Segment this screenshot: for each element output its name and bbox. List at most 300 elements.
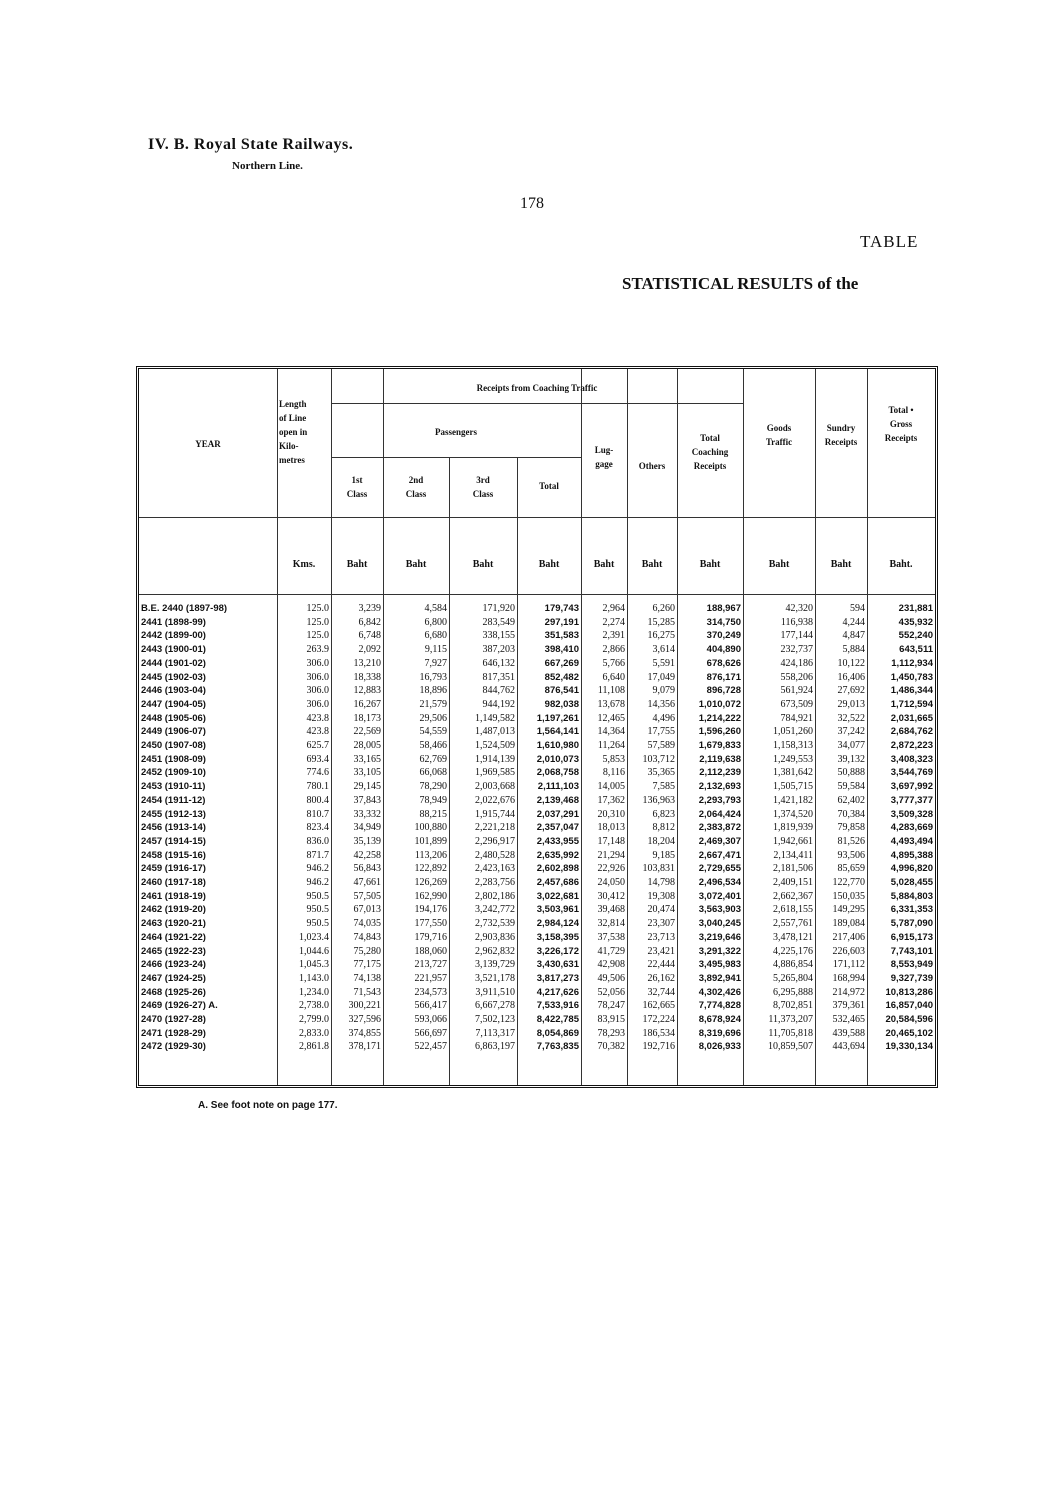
col-second-class: 2nd Class [405, 475, 427, 499]
table-cell: 17,362 [597, 794, 625, 806]
table-cell: 93,506 [837, 849, 865, 861]
table-cell: B.E. 2440 (1897-98) [141, 603, 228, 614]
table-cell: 2,283,756 [475, 877, 515, 888]
table-cell: 23,421 [647, 945, 675, 957]
table-cell: 5,265,804 [773, 972, 813, 984]
table-cell: 263.9 [306, 644, 329, 656]
table-cell: 2,391 [602, 630, 625, 642]
table-cell: 14,356 [647, 698, 675, 710]
table-cell: 17,049 [647, 671, 675, 683]
col-luggage: Lug- gage [594, 445, 614, 469]
table-cell: 88,215 [419, 808, 447, 820]
table-cell: 871.7 [306, 849, 329, 861]
page-number: 178 [520, 195, 544, 212]
table-cell: 423.8 [306, 712, 329, 724]
table-cell: 3,408,323 [890, 753, 933, 765]
table-cell: 7,743,101 [890, 945, 933, 957]
table-cell: 1,374,520 [773, 808, 813, 820]
table-cell: 2445 (1902-03) [141, 671, 206, 683]
col-length: Length of Line open in Kilo- metres [279, 399, 308, 465]
table-cell: 2442 (1899-00) [141, 630, 206, 642]
table-cell: 2,469,307 [698, 835, 741, 847]
table-cell: 625.7 [306, 740, 329, 751]
table-cell: 188,060 [414, 945, 447, 957]
table-cell: 2446 (1903-04) [141, 685, 206, 697]
table-cell: 1,143.0 [299, 972, 329, 984]
table-cell: 1,596,260 [698, 726, 741, 738]
unit-baht: Baht [593, 559, 615, 570]
table-cell: 2,064,424 [698, 808, 741, 820]
table-cell: 327,596 [348, 1014, 381, 1025]
col-sundry: Sundry Receipts [824, 423, 858, 447]
table-cell: 100,880 [414, 822, 447, 834]
table-cell: 101,899 [414, 835, 447, 847]
table-cell: 231,881 [898, 603, 933, 614]
table-cell: 2,221,218 [475, 822, 515, 834]
table-cell: 306.0 [306, 685, 329, 697]
table-cell: 11,373,207 [768, 1014, 813, 1025]
table-cell: 2452 (1909-10) [141, 767, 206, 779]
table-cell: 982,038 [544, 698, 579, 710]
table-cell: 1,045.3 [299, 959, 329, 971]
table-cell: 59,584 [837, 781, 865, 793]
table-cell: 817,351 [482, 671, 515, 683]
table-cell: 3,226,172 [536, 945, 579, 957]
table-cell: 75,280 [353, 945, 381, 957]
table-cell: 314,750 [706, 616, 741, 628]
table-cell: 6,748 [358, 630, 381, 642]
table-cell: 2,729,655 [698, 863, 741, 875]
table-cell: 32,522 [837, 712, 865, 724]
table-row [139, 986, 935, 1000]
table-cell: 338,155 [482, 630, 515, 642]
table-cell: 1,819,939 [773, 822, 813, 834]
table-cell: 77,175 [353, 959, 381, 971]
table-cell: 2,496,534 [698, 877, 741, 888]
table-cell: 2466 (1923-24) [141, 959, 206, 971]
table-cell: 3,239 [358, 603, 381, 614]
table-cell: 306.0 [306, 657, 329, 669]
table-cell: 370,249 [706, 630, 741, 642]
table-cell: 7,585 [652, 781, 675, 793]
table-cell: 1,712,594 [890, 698, 933, 710]
table-cell: 2456 (1913-14) [141, 822, 206, 834]
table-cell: 1,112,934 [891, 657, 933, 669]
table-cell: 3,430,631 [536, 959, 579, 971]
table-cell: 2,423,163 [475, 863, 515, 875]
table-cell: 29,145 [353, 781, 381, 793]
table-cell: 1,486,344 [890, 685, 933, 697]
table-cell: 9,185 [652, 849, 675, 861]
table-cell: 14,798 [647, 877, 675, 888]
table-cell: 125.0 [306, 603, 329, 614]
table-cell: 10,859,507 [768, 1041, 813, 1053]
table-heading: TABLE [860, 232, 919, 251]
table-cell: 20,474 [647, 904, 675, 916]
table-cell: 2,037,291 [536, 808, 579, 820]
table-cell: 2,296,917 [475, 835, 515, 847]
table-cell: 5,591 [652, 657, 675, 669]
table-cell: 7,502,123 [475, 1014, 515, 1025]
table-cell: 2,964 [602, 603, 625, 614]
table-row [139, 1013, 935, 1027]
table-cell: 213,727 [414, 959, 447, 971]
table-cell: 11,705,818 [768, 1027, 813, 1039]
table-cell: 2459 (1916-17) [141, 863, 206, 875]
table-cell: 950.5 [306, 904, 329, 916]
unit-baht: Baht [538, 559, 560, 570]
table-cell: 177,550 [414, 918, 447, 930]
table-cell: 54,559 [419, 726, 447, 738]
unit-kms: Kms. [292, 559, 316, 570]
table-cell: 85,659 [837, 863, 865, 875]
table-row [139, 766, 935, 780]
table-row [139, 616, 935, 630]
table-cell: 37,843 [353, 794, 381, 806]
table-cell: 189,084 [832, 918, 865, 930]
table-row [139, 917, 935, 931]
table-cell: 646,132 [482, 657, 515, 669]
table-cell: 2,134,411 [773, 849, 813, 861]
table-cell: 35,139 [353, 835, 381, 847]
table-cell: 2471 (1928-29) [141, 1027, 206, 1039]
table-cell: 29,506 [419, 712, 447, 724]
table-cell: 103,831 [642, 863, 675, 875]
table-cell: 1,249,553 [773, 753, 813, 765]
col-gross: Total • Gross Receipts [884, 405, 918, 443]
table-cell: 4,895,388 [890, 849, 933, 861]
table-cell: 62,402 [837, 794, 865, 806]
table-cell: 116,938 [780, 616, 813, 628]
table-cell: 28,005 [353, 740, 381, 751]
table-cell: 2467 (1924-25) [141, 972, 206, 984]
table-row [139, 1027, 935, 1041]
table-cell: 49,506 [597, 972, 625, 984]
table-cell: 2,903,836 [475, 931, 515, 943]
table-cell: 673,509 [780, 698, 813, 710]
table-cell: 693.4 [306, 753, 329, 765]
table-cell: 398,410 [544, 644, 579, 656]
table-cell: 2,111,103 [537, 781, 579, 793]
table-cell: 29,013 [837, 698, 865, 710]
table-cell: 3,139,729 [475, 959, 515, 971]
table-cell: 2,139,468 [536, 794, 579, 806]
table-cell: 2469 (1926-27) A. [141, 1000, 218, 1012]
table-row [139, 794, 935, 808]
table-cell: 22,444 [647, 959, 675, 971]
table-row [139, 739, 935, 753]
table-cell: 149,295 [832, 904, 865, 916]
table-cell: 83,915 [597, 1014, 625, 1025]
table-cell: 4,225,176 [773, 945, 813, 957]
table-cell: 27,692 [837, 685, 865, 697]
table-cell: 136,963 [642, 794, 675, 806]
table-cell: 19,330,134 [885, 1041, 933, 1053]
table-cell: 1,158,313 [773, 740, 813, 751]
table-cell: 2461 (1918-19) [141, 890, 206, 902]
table-cell: 74,843 [353, 931, 381, 943]
table-cell: 179,716 [414, 931, 447, 943]
table-cell: 12,883 [353, 685, 381, 697]
table-cell: 2453 (1910-11) [141, 781, 206, 793]
table-cell: 4,996,820 [890, 863, 933, 875]
table-cell: 532,465 [832, 1014, 865, 1025]
table-cell: 2458 (1915-16) [141, 849, 206, 861]
table-cell: 125.0 [306, 616, 329, 628]
table-row [139, 753, 935, 767]
table-cell: 1,149,582 [475, 712, 515, 724]
table-cell: 66,068 [419, 767, 447, 779]
table-row [139, 602, 935, 616]
table-cell: 3,614 [652, 644, 675, 656]
table-cell: 1,044.6 [299, 945, 329, 957]
table-cell: 1,679,833 [698, 740, 741, 751]
table-row [139, 862, 935, 876]
table-cell: 3,040,245 [698, 918, 741, 930]
table-cell: 300,221 [348, 1000, 381, 1012]
table-cell: 2,181,506 [773, 863, 813, 875]
table-cell: 74,138 [353, 972, 381, 984]
table-cell: 2465 (1922-23) [141, 945, 206, 957]
table-cell: 2,068,758 [536, 767, 579, 779]
table-cell: 2,732,539 [475, 918, 515, 930]
table-cell: 8,812 [652, 822, 675, 834]
table-cell: 643,511 [899, 644, 933, 656]
table-cell: 2,092 [358, 644, 381, 656]
table-cell: 194,176 [414, 904, 447, 916]
table-cell: 946.2 [306, 863, 329, 875]
table-row [139, 890, 935, 904]
table-cell: 23,307 [647, 918, 675, 930]
section-title: IV. B. Royal State Railways. [148, 136, 354, 153]
table-cell: 3,495,983 [698, 959, 741, 971]
table-cell: 4,244 [842, 616, 865, 628]
table-cell: 78,949 [419, 794, 447, 806]
table-cell: 74,035 [353, 918, 381, 930]
table-cell: 6,800 [424, 616, 447, 628]
table-row [139, 821, 935, 835]
table-cell: 1,942,661 [773, 835, 813, 847]
table-cell: 1,197,261 [536, 712, 579, 724]
table-cell: 678,626 [706, 657, 741, 669]
table-cell: 20,465,102 [885, 1027, 933, 1039]
table-row [139, 671, 935, 685]
table-cell: 18,338 [353, 671, 381, 683]
table-row [139, 808, 935, 822]
table-cell: 2449 (1906-07) [141, 726, 206, 738]
table-cell: 6,863,197 [475, 1041, 515, 1053]
table-cell: 2464 (1921-22) [141, 931, 206, 943]
table-cell: 2,383,872 [698, 822, 741, 834]
unit-baht: Baht. [889, 559, 913, 570]
table-cell: 150,035 [832, 890, 865, 902]
table-cell: 566,697 [414, 1027, 447, 1039]
table-cell: 6,260 [652, 603, 675, 614]
table-cell: 1,487,013 [475, 726, 515, 738]
unit-baht: Baht [830, 559, 852, 570]
table-cell: 217,406 [832, 931, 865, 943]
table-cell: 2,861.8 [299, 1041, 329, 1053]
table-cell: 1,214,222 [698, 712, 741, 724]
table-cell: 2,010,073 [536, 753, 579, 765]
table-cell: 17,148 [597, 835, 625, 847]
table-cell: 2,132,693 [698, 781, 741, 793]
table-cell: 6,680 [424, 630, 447, 642]
section-subtitle: Northern Line. [232, 160, 303, 172]
table-cell: 6,640 [602, 671, 625, 683]
table-cell: 3,022,681 [536, 890, 579, 902]
table-cell: 3,563,903 [698, 904, 741, 916]
table-cell: 3,544,769 [890, 767, 933, 779]
table-cell: 3,072,401 [698, 890, 741, 902]
table-cell: 42,320 [785, 603, 813, 614]
table-cell: 50,888 [837, 767, 865, 779]
table-row [139, 931, 935, 945]
table-cell: 2441 (1898-99) [141, 616, 206, 628]
table-cell: 2,602,898 [536, 863, 579, 875]
table-cell: 186,534 [642, 1027, 675, 1039]
table-cell: 2,409,151 [773, 877, 813, 888]
table-cell: 3,509,328 [890, 808, 933, 820]
table-cell: 19,308 [647, 890, 675, 902]
table-cell: 11,264 [597, 740, 625, 751]
table-cell: 79,858 [837, 822, 865, 834]
table-cell: 18,013 [597, 822, 625, 834]
table-cell: 13,210 [353, 657, 381, 669]
table-cell: 162,665 [642, 1000, 675, 1012]
col-receipts-group: Receipts from Coaching Traffic [476, 383, 598, 393]
table-row [139, 643, 935, 657]
table-cell: 1,450,783 [890, 671, 933, 683]
table-cell: 39,468 [597, 904, 625, 916]
table-cell: 1,505,715 [773, 781, 813, 793]
table-cell: 2,802,186 [475, 890, 515, 902]
table-row [139, 945, 935, 959]
table-cell: 2447 (1904-05) [141, 698, 206, 710]
table-cell: 18,204 [647, 835, 675, 847]
table-cell: 946.2 [306, 877, 329, 888]
table-cell: 13,678 [597, 698, 625, 710]
table-cell: 378,171 [348, 1041, 381, 1053]
table-cell: 162,990 [414, 890, 447, 902]
table-cell: 20,584,596 [885, 1014, 933, 1025]
table-cell: 1,234.0 [299, 986, 329, 998]
table-cell: 944,192 [482, 698, 515, 710]
table-cell: 5,884,803 [890, 890, 933, 902]
table-cell: 171,920 [482, 603, 515, 614]
table-cell: 11,108 [597, 685, 625, 697]
table-cell: 32,744 [647, 986, 675, 998]
table-cell: 2,833.0 [299, 1027, 329, 1039]
table-cell: 23,713 [647, 931, 675, 943]
table-cell: 844,762 [482, 685, 515, 697]
table-cell: 374,855 [348, 1027, 381, 1039]
table-cell: 950.5 [306, 918, 329, 930]
table-cell: 823.4 [306, 822, 329, 834]
table-row [139, 780, 935, 794]
table-row [139, 972, 935, 986]
table-cell: 2472 (1929-30) [141, 1041, 206, 1053]
table-cell: 179,743 [544, 603, 579, 614]
table-cell: 9,115 [424, 644, 447, 656]
table-cell: 2,293,793 [698, 794, 741, 806]
table-cell: 8,319,696 [698, 1027, 741, 1039]
table-cell: 1,564,141 [536, 726, 579, 738]
table-cell: 6,915,173 [890, 931, 933, 943]
table-cell: 6,823 [652, 808, 675, 820]
table-cell: 37,538 [597, 931, 625, 943]
table-cell: 16,793 [419, 671, 447, 683]
col-passengers-group: Passengers [435, 427, 477, 437]
table-row [139, 725, 935, 739]
unit-baht: Baht [405, 559, 427, 570]
table-cell: 1,010,072 [698, 698, 741, 710]
table-cell: 5,853 [602, 753, 625, 765]
table-cell: 122,770 [832, 877, 865, 888]
table-cell: 443,694 [832, 1041, 865, 1053]
table-cell: 2,684,762 [890, 726, 933, 738]
table-cell: 297,191 [544, 616, 579, 628]
table-cell: 78,290 [419, 781, 447, 793]
table-cell: 37,242 [837, 726, 865, 738]
table-cell: 404,890 [706, 644, 741, 656]
table-cell: 1,914,139 [475, 753, 515, 765]
table-cell: 8,422,785 [536, 1014, 579, 1025]
table-row [139, 1040, 935, 1054]
table-cell: 3,219,646 [698, 931, 741, 943]
table-cell: 3,697,992 [890, 781, 933, 793]
table-cell: 3,817,273 [536, 972, 579, 984]
table-cell: 1,524,509 [475, 740, 515, 751]
table-cell: 2450 (1907-08) [141, 740, 206, 751]
table-cell: 70,382 [597, 1041, 625, 1053]
table-cell: 3,503,961 [536, 904, 579, 916]
table-cell: 2443 (1900-01) [141, 644, 206, 656]
table-cell: 876,541 [544, 685, 579, 697]
statistics-table [136, 366, 938, 1088]
table-cell: 10,813,286 [885, 986, 933, 998]
table-cell: 800.4 [306, 794, 329, 806]
statistical-heading: STATISTICAL RESULTS of the [622, 274, 859, 293]
table-cell: 232,737 [780, 644, 813, 656]
table-cell: 24,050 [597, 877, 625, 888]
table-row [139, 835, 935, 849]
col-first-class: 1st Class [346, 475, 368, 499]
table-cell: 8,553,949 [890, 959, 933, 971]
col-coaching-total: Total Coaching Receipts [691, 433, 729, 471]
table-cell: 2,618,155 [773, 904, 813, 916]
table-cell: 188,967 [706, 603, 741, 614]
table-cell: 2,866 [602, 644, 625, 656]
table-cell: 3,478,121 [773, 931, 813, 943]
table-cell: 126,269 [414, 877, 447, 888]
table-row [139, 712, 935, 726]
table-cell: 2,357,047 [536, 822, 579, 834]
col-pass-total: Total [539, 481, 559, 491]
table-cell: 1,381,642 [773, 767, 813, 779]
table-cell: 439,588 [832, 1027, 865, 1039]
table-cell: 78,247 [597, 1000, 625, 1012]
table-cell: 2460 (1917-18) [141, 877, 206, 888]
table-cell: 7,533,916 [536, 1000, 579, 1012]
table-cell: 8,054,869 [536, 1027, 579, 1039]
table-cell: 667,269 [544, 657, 579, 669]
table-cell: 62,769 [419, 753, 447, 765]
table-row [139, 629, 935, 643]
table-cell: 6,842 [358, 616, 381, 628]
table-cell: 113,206 [414, 849, 447, 861]
table-cell: 21,294 [597, 849, 625, 861]
